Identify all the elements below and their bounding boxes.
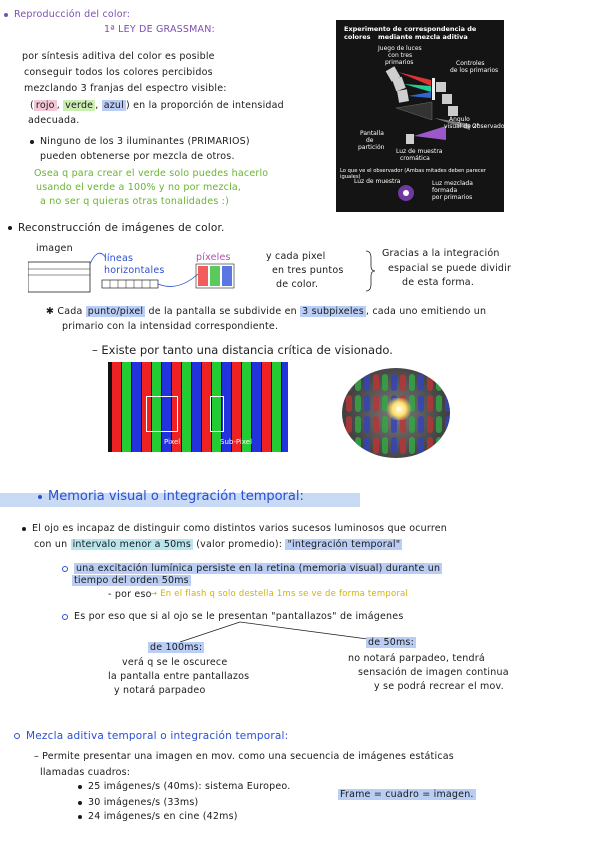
bullet-icon	[78, 785, 82, 789]
bullet1-line-a	[30, 135, 250, 148]
label-primarios: primarios	[385, 59, 414, 66]
magnified-subpixel	[445, 437, 450, 454]
memory-p1-b	[34, 538, 402, 551]
green-note-2: usando el verde a 100% y no por mezcla,	[36, 182, 242, 193]
cada-pixel-3: de color.	[276, 279, 319, 290]
subpixel-stripe	[262, 362, 271, 452]
header-title-text: Reproducción del color:	[14, 9, 131, 20]
mix-item-1	[78, 780, 291, 793]
star-text-a: Cada	[57, 306, 83, 317]
magnified-subpixel	[436, 437, 442, 454]
magnified-subpixel	[436, 416, 442, 433]
label-de: de	[366, 137, 374, 144]
magnified-subpixel	[391, 437, 397, 454]
rojo-word: rojo	[35, 100, 55, 111]
magnified-subpixel	[382, 437, 388, 454]
red-subpixel	[198, 266, 208, 286]
control-2	[442, 94, 452, 104]
magnified-subpixel	[409, 437, 415, 454]
lamp-3	[397, 89, 409, 103]
star-punto: punto/pixel	[87, 306, 144, 317]
magnified-subpixel	[364, 437, 370, 454]
magnified-subpixel	[436, 374, 442, 391]
sample-lamp	[406, 134, 414, 144]
magnified-subpixel	[436, 395, 442, 412]
magnified-subpixel	[400, 374, 406, 391]
flash-note-text: En el flash q solo destella 1ms se ve de forma temporal	[160, 589, 409, 599]
horizontales-label: horizontales	[104, 265, 165, 276]
bullet-icon	[8, 226, 12, 230]
subpixel-stripe	[192, 362, 201, 452]
label-particion: partición	[358, 144, 385, 151]
gracias-3: de esta forma.	[402, 277, 475, 288]
experiment-title-1: Experimento de correspondencia de colores	[344, 25, 477, 41]
blue-beam	[408, 92, 431, 98]
memory-p1-a	[22, 522, 447, 535]
subpixel-stripe	[252, 362, 261, 452]
label-por-primarios: por primarios	[432, 194, 473, 201]
magnified-subpixel	[427, 374, 433, 391]
label-controles-2: de los primarios	[450, 67, 499, 74]
magnified-subpixel	[409, 374, 415, 391]
pixel-highlight-box	[146, 396, 178, 432]
bullet1-text-a: Ninguno de los 3 iluminantes (PRIMARIOS)	[40, 136, 250, 147]
bullet-icon	[30, 140, 34, 144]
partition-screen	[396, 102, 432, 120]
mix-line-2: llamadas cuadros:	[40, 767, 131, 778]
magnified-subpixel	[373, 437, 379, 454]
sample-light-beam	[414, 126, 446, 140]
magnified-subpixel	[427, 437, 433, 454]
subpixel-label: Sub-Pixel	[220, 438, 253, 446]
label-lo-que-ve: Lo que ve el observador (Ambas mitades deben parecer iguales)	[340, 168, 486, 180]
por-eso: - por eso	[108, 589, 152, 600]
bullet-icon	[62, 614, 68, 620]
mix-item-3	[78, 810, 238, 823]
sub1-highlight: una excitación lumínica persiste en la retina (memoria visual) durante un	[76, 563, 441, 574]
magnified-subpixel	[355, 437, 361, 454]
image-rectangle	[28, 262, 90, 292]
memory-p1-a-text: El ojo es incapaz de distinguir como distintos varios sucesos luminosos que ocurren	[32, 523, 448, 534]
intro-line-3: mezclando 3 franjas del espectro visible:	[24, 83, 227, 94]
control-1	[436, 82, 446, 92]
right-1: no notará parpadeo, tendrá	[348, 653, 485, 664]
bullet-icon	[38, 495, 42, 499]
p1-pre: con un	[34, 539, 68, 550]
mix-line-1: – Permite presentar una imagen en mov. como una secuencia de imágenes estáticas	[34, 751, 454, 762]
bullet-icon	[62, 566, 68, 572]
mixing-screen	[432, 78, 435, 100]
green-note-3: a no ser q quieras otras tonalidades :)	[40, 196, 229, 207]
color-matching-experiment-figure	[336, 20, 507, 212]
magnified-subpixel	[400, 437, 406, 454]
intro-line-4: ( rojo , verde , azul ) en la proporción de intensidad	[30, 100, 284, 111]
subpixel-stripe	[272, 362, 281, 452]
label-luz-mezclada: Luz mezclada	[432, 180, 473, 187]
magnified-subpixel	[445, 416, 450, 433]
left-1: verá q se le oscurece	[122, 657, 228, 668]
label-observador: Observador	[472, 123, 507, 130]
de-100ms-text: de 100ms:	[150, 642, 203, 653]
de-50ms	[366, 636, 416, 649]
star-line-2: primario con la intensidad correspondiente.	[62, 321, 279, 332]
magnified-subpixel	[427, 416, 433, 433]
sub1-highlight-2: tiempo del orden 50ms	[74, 575, 189, 586]
cada-pixel-2: en tres puntos	[272, 265, 344, 276]
green-note-1: Osea q para crear el verde solo puedes hacerlo	[34, 168, 269, 179]
subpixel-stripes-panel	[108, 362, 288, 452]
magnified-subpixel	[346, 395, 352, 412]
right-2: sensación de imagen continua	[358, 667, 509, 678]
magnified-subpixel	[355, 416, 361, 433]
magnified-subpixel	[364, 374, 370, 391]
mix-item-1-text: 25 imágenes/s (40ms): sistema Europeo.	[88, 781, 291, 792]
brace-path	[366, 251, 375, 291]
label-juego: Juego de luces	[378, 45, 422, 52]
mix-item-3-text: 24 imágenes/s en cine (42ms)	[88, 811, 238, 822]
bullet-icon	[78, 801, 82, 805]
slide-text: – Existe por tanto una distancia crítica de visionado.	[92, 343, 393, 357]
verde-word: verde	[65, 100, 94, 111]
magnified-subpixel	[346, 437, 352, 454]
magnified-subpixel	[382, 374, 388, 391]
left-2: la pantalla entre pantallazos	[108, 671, 250, 682]
arrow-left	[180, 622, 240, 642]
star-subpixeles: 3 subpixeles	[302, 306, 364, 317]
p1-highlight: intervalo menor a 50ms	[72, 539, 192, 550]
gracias-2: espacial se puede dividir	[388, 263, 512, 274]
gracias-1: Gracias a la integración	[382, 248, 500, 259]
subpixel-highlight-box	[210, 396, 224, 432]
mix-title-text: Mezcla aditiva temporal o integración temporal:	[26, 730, 289, 742]
magnified-subpixel	[445, 395, 450, 412]
frame-note	[338, 788, 476, 801]
magnified-subpixel	[373, 395, 379, 412]
star-text-c: , cada uno emitiendo un	[365, 306, 487, 317]
label-luz-muestra-2: Luz de muestra	[354, 178, 401, 185]
magnified-subpixel	[346, 416, 352, 433]
p1-post: (valor promedio):	[196, 539, 283, 550]
subpixel-stripe	[132, 362, 141, 452]
observed-disc-center	[403, 190, 409, 196]
magnified-subpixel	[373, 374, 379, 391]
mix-item-2	[78, 796, 198, 809]
bullet1-line-b: pueden obtenerse por mezcla de otros.	[40, 151, 235, 162]
subpixel-stripe	[282, 362, 288, 452]
magnified-subpixel	[391, 374, 397, 391]
label-angulo: Ángulo	[449, 116, 470, 123]
arrow-right	[240, 622, 375, 640]
blue-subpixel	[222, 266, 232, 286]
bullet-icon	[22, 527, 26, 531]
pixel-label: Pixel	[164, 438, 181, 446]
azul-word: azul	[103, 100, 124, 111]
subpixel-stripe	[112, 362, 121, 452]
magnified-screen-oval	[342, 368, 450, 458]
experiment-title-2: mediante mezcla aditiva	[378, 33, 468, 41]
label-cromatica: cromática	[400, 155, 430, 162]
intro-line-4-rest: en la proporción de intensidad	[133, 100, 284, 111]
magnified-glow	[386, 398, 412, 420]
label-luz-muestra: Luz de muestra	[396, 148, 443, 155]
magnified-subpixel	[418, 416, 424, 433]
label-visual: visual de 2°	[444, 123, 480, 130]
sub2-text: Es por eso que si al ojo se le presentan "pantallazos" de imágenes	[74, 611, 404, 622]
bullet-icon	[4, 13, 8, 17]
subpixel-stripe	[182, 362, 191, 452]
label-pantalla: Pantalla	[360, 130, 384, 137]
star-line-1: ✱ Cada punto/pixel de la pantalla se subdivide en 3 subpixeles , cada uno emitiendo un	[46, 306, 487, 317]
cada-pixel-1: y cada pixel	[266, 251, 326, 262]
magnified-subpixel	[355, 395, 361, 412]
magnified-subpixel	[373, 416, 379, 433]
p1-quote: "integración temporal"	[287, 539, 401, 550]
magnified-subpixel	[418, 395, 424, 412]
pixeles-label: píxeles	[196, 252, 231, 263]
magnified-subpixel	[346, 374, 352, 391]
label-con-tres: con tres	[388, 52, 413, 59]
intro-line-5: adecuada.	[28, 115, 80, 126]
bullet-icon	[78, 815, 82, 819]
magnified-subpixel	[364, 395, 370, 412]
green-beam	[404, 84, 431, 92]
intro-line-1: por síntesis aditiva del color es posible	[22, 51, 215, 62]
header-subtitle: 1ª LEY DE GRASSMAN:	[104, 24, 215, 35]
reconstruction-title-text: Reconstrucción de imágenes de color.	[18, 222, 225, 234]
memory-title-text: Memoria visual o integración temporal:	[48, 489, 304, 504]
de-100ms	[148, 641, 204, 654]
memory-sub1-b	[72, 574, 191, 587]
intro-line-2: conseguir todos los colores percibidos	[24, 67, 213, 78]
bullet-icon	[14, 733, 20, 739]
right-3: y se podrá recrear el mov.	[374, 681, 504, 692]
flash-note: → En el flash q solo destella 1ms se ve de forma temporal	[150, 589, 409, 599]
label-formada: formada	[432, 187, 458, 194]
magnified-subpixel	[364, 416, 370, 433]
magnified-subpixel	[355, 374, 361, 391]
magnified-subpixel	[418, 374, 424, 391]
star-text-b: de la pantalla se subdivide en	[148, 306, 297, 317]
magnified-subpixel	[418, 437, 424, 454]
frame-note-text: Frame = cuadro = imagen.	[340, 789, 474, 800]
de-50ms-text: de 50ms:	[368, 637, 414, 648]
lineas-label: líneas	[104, 253, 134, 264]
mix-item-2-text: 30 imágenes/s (33ms)	[88, 797, 199, 808]
reconstruction-title	[8, 222, 225, 235]
label-controles: Controles	[456, 60, 485, 67]
memory-title	[38, 489, 304, 504]
magnified-subpixel	[445, 374, 450, 391]
control-3	[448, 106, 458, 116]
subpixel-stripe	[122, 362, 131, 452]
line-strip	[102, 280, 158, 288]
header-title	[4, 8, 130, 21]
left-3: y notará parpadeo	[114, 685, 206, 696]
mix-title	[14, 730, 288, 743]
curly-brace	[364, 250, 376, 292]
imagen-label: imagen	[36, 243, 73, 254]
magnified-subpixel	[427, 395, 433, 412]
green-subpixel	[210, 266, 220, 286]
